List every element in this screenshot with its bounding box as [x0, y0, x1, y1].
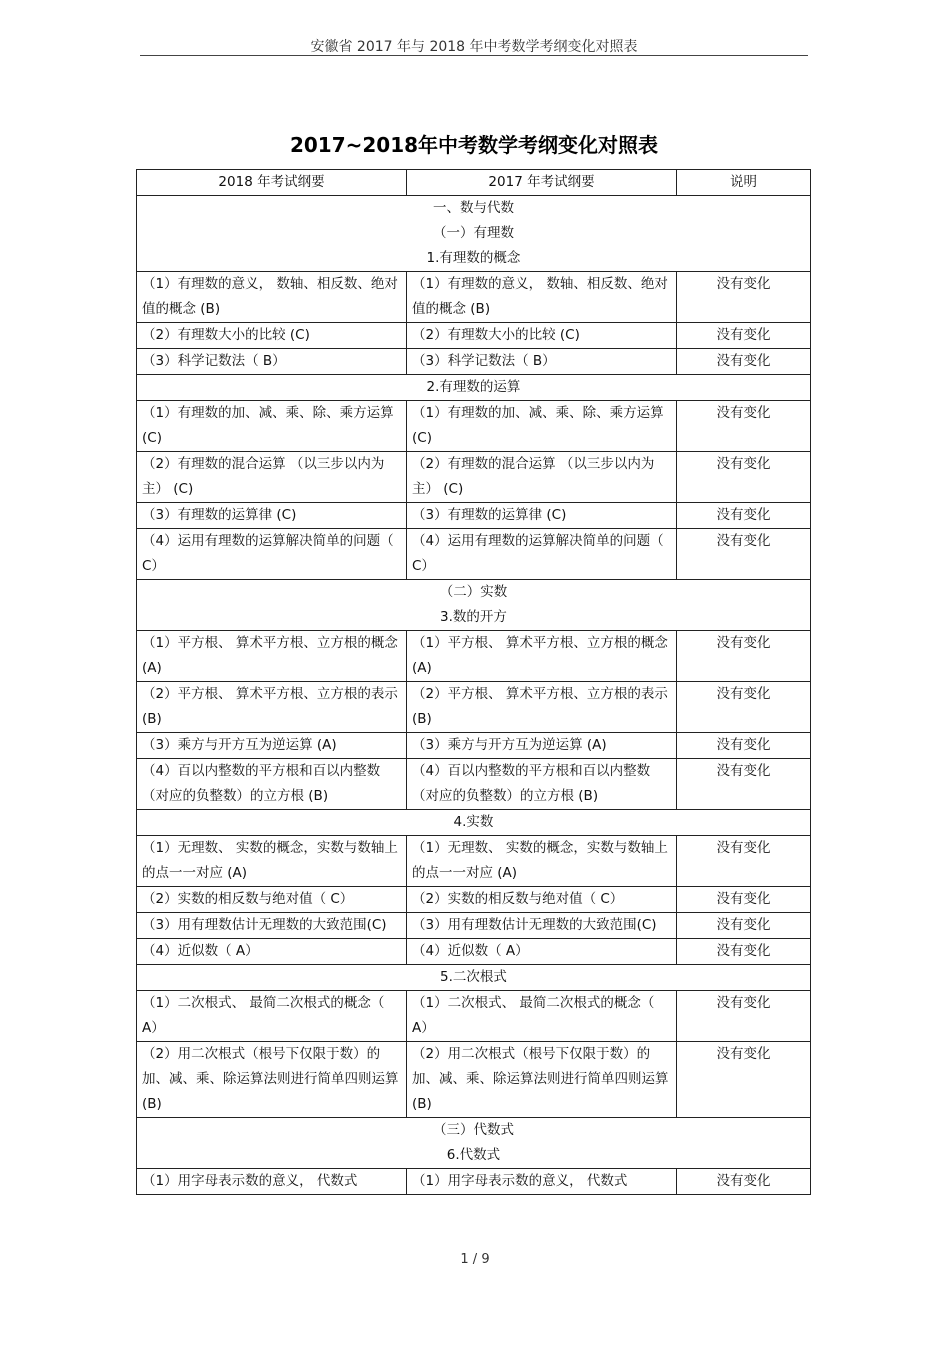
table-body	[137, 196, 811, 1195]
section-heading-cell	[137, 1118, 811, 1169]
cell-2018-requirement: （2）用二次根式（根号下仅限于数）的加、减、乘、除运算法则进行简单四则运算 (B)	[137, 1042, 407, 1118]
section-heading-line: 4.实数	[453, 814, 494, 830]
cell-note: 没有变化	[677, 401, 811, 452]
section-heading-row	[137, 1118, 811, 1169]
section-heading-line: （三）代数式	[433, 1122, 514, 1138]
cell-note: 没有变化	[677, 323, 811, 349]
cell-2017-requirement: （2）实数的相反数与绝对值（ C）	[407, 887, 677, 913]
cell-note: 没有变化	[677, 529, 811, 580]
column-header-note: 说明	[677, 170, 811, 196]
table-row	[137, 887, 811, 913]
table-row	[137, 401, 811, 452]
cell-2018-requirement: （1）无理数、 实数的概念，实数与数轴上的点一一对应 (A)	[137, 836, 407, 887]
cell-2017-requirement: （1）二次根式、 最简二次根式的概念（ A）	[407, 991, 677, 1042]
cell-2018-requirement: （2）平方根、 算术平方根、立方根的表示 (B)	[137, 682, 407, 733]
table-row	[137, 349, 811, 375]
cell-2018-requirement: （1）用字母表示数的意义， 代数式	[137, 1169, 407, 1195]
table-row	[137, 503, 811, 529]
cell-note: 没有变化	[677, 733, 811, 759]
cell-2017-requirement: （4）运用有理数的运算解决简单的问题（ C）	[407, 529, 677, 580]
cell-2018-requirement: （1）有理数的加、减、乘、除、乘方运算 (C)	[137, 401, 407, 452]
column-header-2018: 2018 年考试纲要	[137, 170, 407, 196]
running-header: 安徽省 2017 年与 2018 年中考数学考纲变化对照表	[310, 39, 638, 55]
section-heading-row	[137, 810, 811, 836]
cell-2018-requirement: （3）用有理数估计无理数的大致范围(C)	[137, 913, 407, 939]
cell-2017-requirement: （1）无理数、 实数的概念，实数与数轴上的点一一对应 (A)	[407, 836, 677, 887]
cell-2018-requirement: （1）平方根、 算术平方根、立方根的概念 (A)	[137, 631, 407, 682]
section-heading-row	[137, 965, 811, 991]
cell-2017-requirement: （3）用有理数估计无理数的大致范围(C)	[407, 913, 677, 939]
cell-2017-requirement: （1）平方根、 算术平方根、立方根的概念 (A)	[407, 631, 677, 682]
cell-note: 没有变化	[677, 913, 811, 939]
cell-note: 没有变化	[677, 631, 811, 682]
cell-2017-requirement: （1）有理数的意义， 数轴、相反数、绝对值的概念 (B)	[407, 272, 677, 323]
table-row	[137, 991, 811, 1042]
table-row	[137, 733, 811, 759]
cell-note: 没有变化	[677, 836, 811, 887]
cell-2017-requirement: （4）百以内整数的平方根和百以内整数（对应的负整数）的立方根 (B)	[407, 759, 677, 810]
section-heading-row	[137, 375, 811, 401]
table-row	[137, 939, 811, 965]
column-header-2017: 2017 年考试纲要	[407, 170, 677, 196]
page-number: 1 / 9	[460, 1252, 490, 1267]
cell-note: 没有变化	[677, 1169, 811, 1195]
cell-note: 没有变化	[677, 272, 811, 323]
cell-2017-requirement: （2）平方根、 算术平方根、立方根的表示 (B)	[407, 682, 677, 733]
table-row	[137, 452, 811, 503]
section-heading-line: 5.二次根式	[440, 969, 507, 985]
table-row	[137, 272, 811, 323]
cell-2017-requirement: （1）用字母表示数的意义， 代数式	[407, 1169, 677, 1195]
cell-note: 没有变化	[677, 991, 811, 1042]
cell-2017-requirement: （2）有理数的混合运算 （以三步以内为主） (C)	[407, 452, 677, 503]
cell-2018-requirement: （2）有理数的混合运算 （以三步以内为主） (C)	[137, 452, 407, 503]
table-row	[137, 1169, 811, 1195]
table-row	[137, 836, 811, 887]
section-heading-row	[137, 196, 811, 272]
section-heading-line: （一）有理数	[433, 225, 514, 241]
section-heading-cell	[137, 196, 811, 272]
table-row	[137, 913, 811, 939]
cell-2018-requirement: （3）乘方与开方互为逆运算 (A)	[137, 733, 407, 759]
table-row	[137, 759, 811, 810]
table-row	[137, 682, 811, 733]
cell-2018-requirement: （2）实数的相反数与绝对值（ C）	[137, 887, 407, 913]
cell-2017-requirement: （1）有理数的加、减、乘、除、乘方运算 (C)	[407, 401, 677, 452]
cell-note: 没有变化	[677, 452, 811, 503]
cell-2018-requirement: （4）运用有理数的运算解决简单的问题（ C）	[137, 529, 407, 580]
section-heading-cell	[137, 375, 811, 401]
section-heading-line: 2.有理数的运算	[426, 379, 521, 395]
cell-2017-requirement: （2）用二次根式（根号下仅限于数）的加、减、乘、除运算法则进行简单四则运算 (B)	[407, 1042, 677, 1118]
section-heading-cell	[137, 810, 811, 836]
cell-2017-requirement: （3）有理数的运算律 (C)	[407, 503, 677, 529]
comparison-table	[136, 169, 811, 1195]
table-row	[137, 631, 811, 682]
cell-note: 没有变化	[677, 503, 811, 529]
cell-2018-requirement: （3）科学记数法（ B）	[137, 349, 407, 375]
section-heading-line: 1.有理数的概念	[426, 250, 521, 266]
section-heading-line: 6.代数式	[446, 1147, 501, 1163]
cell-note: 没有变化	[677, 349, 811, 375]
cell-2017-requirement: （2）有理数大小的比较 (C)	[407, 323, 677, 349]
cell-2018-requirement: （2）有理数大小的比较 (C)	[137, 323, 407, 349]
cell-2017-requirement: （3）科学记数法（ B）	[407, 349, 677, 375]
cell-note: 没有变化	[677, 939, 811, 965]
header-rule	[140, 55, 808, 56]
cell-2018-requirement: （4）近似数（ A）	[137, 939, 407, 965]
cell-note: 没有变化	[677, 759, 811, 810]
cell-2017-requirement: （3）乘方与开方互为逆运算 (A)	[407, 733, 677, 759]
cell-2017-requirement: （4）近似数（ A）	[407, 939, 677, 965]
table-row	[137, 1042, 811, 1118]
cell-note: 没有变化	[677, 682, 811, 733]
cell-note: 没有变化	[677, 1042, 811, 1118]
section-heading-row	[137, 580, 811, 631]
cell-2018-requirement: （3）有理数的运算律 (C)	[137, 503, 407, 529]
cell-2018-requirement: （1）有理数的意义， 数轴、相反数、绝对值的概念 (B)	[137, 272, 407, 323]
section-heading-line: （二）实数	[439, 584, 508, 600]
cell-2018-requirement: （1）二次根式、 最简二次根式的概念（ A）	[137, 991, 407, 1042]
section-heading-cell	[137, 965, 811, 991]
table-row	[137, 529, 811, 580]
section-heading-cell	[137, 580, 811, 631]
cell-note: 没有变化	[677, 887, 811, 913]
section-heading-line: 一、数与代数	[433, 200, 514, 216]
document-title: 2017~2018年中考数学考纲变化对照表	[289, 133, 659, 157]
table-row	[137, 323, 811, 349]
section-heading-line: 3.数的开方	[440, 609, 507, 625]
table-header-row	[137, 170, 811, 196]
cell-2018-requirement: （4）百以内整数的平方根和百以内整数（对应的负整数）的立方根 (B)	[137, 759, 407, 810]
